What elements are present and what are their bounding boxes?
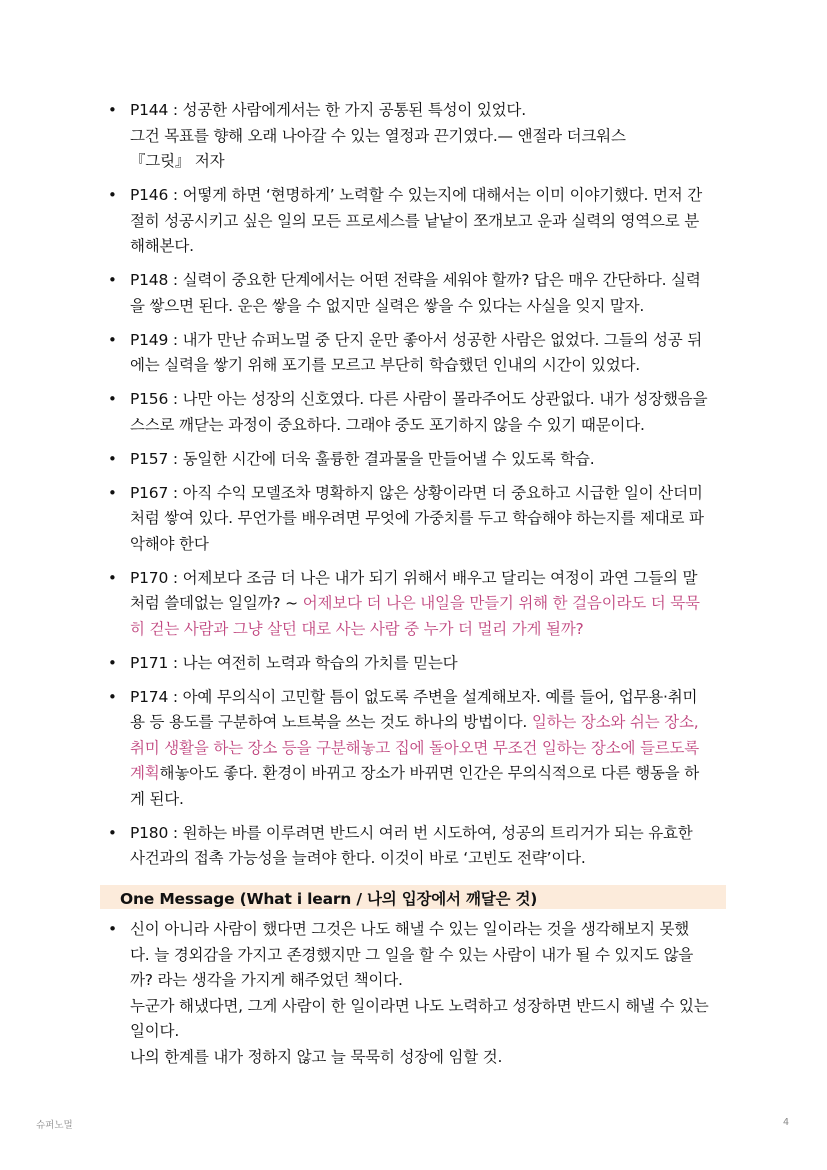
note-text: P156 : 나만 아는 성장의 신호였다. 다른 사람이 몰라주어도 상관없다. 내가 성장했음을 [130, 390, 708, 408]
note-line [130, 209, 728, 235]
bullet-icon: • [108, 483, 117, 502]
summary-line: 다. 늘 경외감을 가지고 존경했지만 그 일을 할 수 있는 사람이 내가 될 수 있지도 않을 [130, 945, 694, 964]
note-text: P180 : 원하는 바를 이루려면 반드시 여러 번 시도하여, 성공의 트리거가 되는 유효한 [130, 823, 693, 842]
note-line [130, 506, 728, 532]
note-item [108, 98, 728, 175]
section-title: One Message (What i learn / 나의 입장에서 깨달은 것) [120, 890, 538, 908]
note-line [130, 149, 728, 175]
note-line [130, 387, 728, 413]
note-text: P167 : 아직 수익 모델조차 명확하지 않은 상황이라면 더 중요하고 시급한 일이 산더미 [130, 483, 703, 502]
note-line [130, 294, 728, 320]
summary-line: 신이 아니라 사람이 했다면 그것은 나도 해낼 수 있는 일이라는 것을 생각해보지 못했 [130, 920, 690, 938]
summary-line: 일이다. [130, 1022, 180, 1040]
note-item [108, 566, 728, 643]
note-item [108, 387, 728, 438]
note-line [130, 353, 728, 379]
note-line [130, 98, 728, 124]
note-line [130, 413, 728, 439]
note-item [108, 481, 728, 558]
highlighted-text: 취미 생활을 하는 장소 등을 구분해놓고 집에 돌아오면 무조건 일하는 장소에 들르도록 [130, 738, 700, 757]
note-text: 『그릿』 저자 [130, 152, 225, 170]
note-item [108, 821, 728, 872]
bullet-icon: • [108, 101, 117, 119]
section-header [100, 885, 726, 909]
note-item [108, 685, 728, 813]
note-text: 악해야 한다 [130, 534, 209, 553]
note-text: P146 : 어떻게 하면 ‘현명하게’ 노력할 수 있는지에 대해서는 이미 이야기했다. 먼저 간 [130, 186, 703, 204]
note-text: 용 등 용도를 구분하여 노트북을 쓰는 것도 하나의 방법이다. [130, 713, 532, 731]
note-item [108, 328, 728, 379]
bullet-icon: • [108, 390, 117, 408]
note-line [130, 846, 728, 872]
note-text: 그건 목표를 향해 오래 나아갈 수 있는 열정과 끈기였다.— 앤절라 더크워스 [130, 126, 626, 145]
highlighted-text: 히 걷는 사람과 그냥 살던 대로 사는 사람 중 누가 더 멀리 가게 될까? [130, 619, 584, 638]
note-line [130, 268, 728, 294]
note-text: 을 쌓으면 된다. 운은 쌓을 수 없지만 실력은 쌓을 수 있다는 사실을 잊지 말자. [130, 296, 645, 315]
note-line [130, 685, 728, 711]
note-text: P144 : 성공한 사람에게서는 한 가지 공통된 특성이 있었다. [130, 101, 526, 119]
notes-list [108, 98, 728, 880]
note-line [130, 532, 728, 558]
bullet-icon: • [108, 330, 117, 349]
bullet-icon: • [108, 920, 117, 938]
summary-line: 까? 라는 생각을 가지게 해주었던 책이다. [130, 971, 403, 989]
note-line [130, 821, 728, 847]
bullet-icon: • [108, 687, 117, 706]
note-item [108, 183, 728, 260]
summary-list [108, 917, 728, 1070]
bullet-icon: • [108, 568, 117, 587]
note-line [130, 736, 728, 762]
note-line [130, 651, 728, 677]
note-text: P157 : 동일한 시간에 더욱 훌륭한 결과물을 만들어낼 수 있도록 학습. [130, 449, 595, 468]
note-text: P170 : 어제보다 조금 더 나은 내가 되기 위해서 배우고 달리는 여정이 과연 그들의 말 [130, 568, 698, 587]
note-text: 처럼 쓸데없는 일일까? ~ [130, 594, 303, 612]
note-text: 게 된다. [130, 789, 184, 808]
note-text: 해해본다. [130, 237, 194, 255]
note-line [130, 447, 728, 473]
bullet-icon: • [108, 271, 117, 289]
note-text: 절히 성공시키고 싶은 일의 모든 프로세스를 낱낱이 쪼개보고 운과 실력의 영역으로 분 [130, 211, 700, 230]
bullet-icon: • [108, 823, 117, 842]
note-line [130, 481, 728, 507]
note-text: 해놓아도 좋다. 환경이 바뀌고 장소가 바뀌면 인간은 무의식적으로 다른 행동을 하 [159, 764, 700, 782]
footer-title: 슈퍼노멀 [36, 1120, 73, 1131]
note-line [130, 234, 728, 260]
note-item [108, 447, 728, 473]
note-text: P149 : 내가 만난 슈퍼노멀 중 단지 운만 좋아서 성공한 사람은 없었다. 그들의 성공 뒤 [130, 330, 703, 349]
note-text: P174 : 아예 무의식이 고민할 틈이 없도록 주변을 설계해보자. 예를 들어, 업무용·취미 [130, 687, 698, 706]
summary-line: 나의 한계를 내가 정하지 않고 늘 묵묵히 성장에 임할 것. [130, 1047, 503, 1066]
highlighted-text: 일하는 장소와 쉬는 장소, [531, 713, 699, 731]
highlighted-text: 어제보다 더 나은 내일을 만들기 위해 한 걸음이라도 더 묵묵 [302, 594, 700, 612]
note-line [130, 787, 728, 813]
note-line [130, 328, 728, 354]
note-item [108, 651, 728, 677]
highlighted-text: 계획 [130, 764, 160, 782]
bullet-icon: • [108, 186, 117, 204]
note-line [130, 617, 728, 643]
bullet-icon: • [108, 653, 117, 672]
note-text: 사건과의 접촉 가능성을 늘려야 한다. 이것이 바로 ‘고빈도 전략’이다. [130, 849, 586, 867]
note-text: P148 : 실력이 중요한 단계에서는 어떤 전략을 세워야 할까? 답은 매우 간단하다. 실력 [130, 271, 701, 289]
summary-line: 누군가 해냈다면, 그게 사람이 한 일이라면 나도 노력하고 성장하면 반드시 해낼 수 있는 [130, 996, 709, 1015]
summary-item [108, 917, 728, 1070]
note-line [130, 183, 728, 209]
page-number: 4 [783, 1117, 790, 1128]
note-line [130, 124, 728, 150]
note-item [108, 268, 728, 319]
note-line [130, 710, 728, 736]
note-text: P171 : 나는 여전히 노력과 학습의 가치를 믿는다 [130, 653, 458, 672]
note-line [130, 591, 728, 617]
note-text: 에는 실력을 쌓기 위해 포기를 모르고 부단히 학습했던 인내의 시간이 있었다. [130, 356, 640, 374]
bullet-icon: • [108, 449, 117, 468]
note-line [130, 761, 728, 787]
note-text: 스스로 깨닫는 과정이 중요하다. 그래야 중도 포기하지 않을 수 있기 때문이다. [130, 415, 645, 434]
note-text: 처럼 쌓여 있다. 무언가를 배우려면 무엇에 가중치를 두고 학습해야 하는지를 제대로 파 [130, 509, 704, 527]
note-line [130, 566, 728, 592]
